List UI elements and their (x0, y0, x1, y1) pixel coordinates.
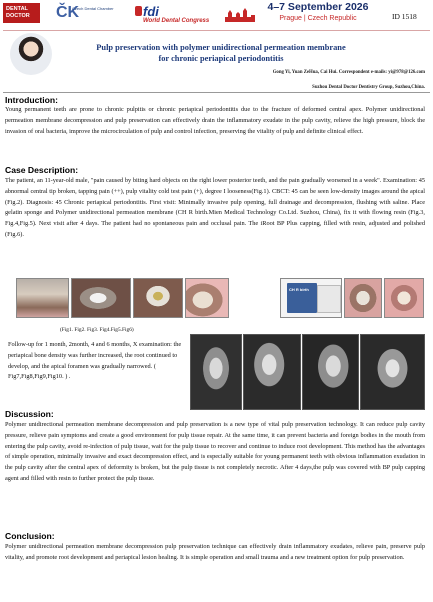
title-line-1: Pulp preservation with polymer unidirectional permeation membrane (96, 43, 346, 52)
clinical-photo-3 (133, 278, 183, 318)
fdi-logo-subtitle: World Dental Congress (143, 18, 210, 24)
header-divider (3, 30, 430, 31)
xray-fig-9 (302, 334, 359, 410)
xray-fig-10 (360, 334, 425, 410)
followup-text: Follow-up for 1 month, 2month, 4 and 6 months, X examination: the periapical bone density was further increased, the root continued to develop, and the apical foramen was gradually narrowed. ( Fig7,Fig8,Fig9,Fig10. ) . (8, 341, 182, 381)
dental-doctor-logo-text: DENTAL DOCTOR (6, 6, 30, 19)
clinical-photo-2 (71, 278, 131, 318)
event-location: Prague | Czech Republic (279, 15, 357, 22)
affiliation: Suzhou Dental Doctor Dentistry Group, Suzhou,China. (312, 85, 425, 90)
author-line: Gong Yi, Yuan ZeHua, Cai Hui. Correspondent e-mails: yi@978@126.com (272, 70, 425, 75)
poster-title (56, 42, 386, 64)
discussion-heading: Discussion: (5, 409, 54, 419)
clinical-photo-4 (185, 278, 229, 318)
xray-fig-7 (190, 334, 242, 410)
dental-doctor-logo (3, 3, 40, 23)
clinical-photo-1 (16, 278, 69, 318)
introduction-text: Young permanent teeth are prone to chronic pulpitis or chronic periapical periodontitis due to the fracture of deformed central apex. Polymer unidirectional permeation membrane decompression and pulp preservation can effectively drain the inflammatory exudate in the pulp cavity, relieve the high pressure, block the invasion of oral bacteria, improve the microcirculation of pulp and control infection, preserving the vitality of pulp and definite clinical effect. (5, 106, 425, 135)
event-date: 4–7 September 2026 (267, 1, 369, 13)
conclusion-heading: Conclusion: (5, 531, 55, 541)
conclusion-text: Polymer unidirectional permeation membrane decompression pulp preservation technique can effectively drain inflammatory exudates, relieve pain, preserve pulp vitality, and promote root development and periapical lesion healing. It is simple operation and small trauma and a new treatment option for pulp preservation. (5, 543, 425, 561)
case-description-heading: Case Description: (5, 165, 79, 175)
clinical-photo-5 (344, 278, 382, 318)
introduction-heading: Introduction: (5, 95, 58, 105)
product-box-label: CH R birth (289, 287, 309, 292)
title-divider (3, 92, 430, 93)
case-description-text: The patient, an 11-year-old male, "pain caused by biting hard objects on the right lower posterior teeth, and the pain gradually worsened in a week". Examination: 45 abnormal central tip broken, tapping pain (++), pulp vitality cold test pain (+), degree I looseness(Fig.1). CBCT: 45 can be seen low-density images around the apical (Fig.2). Diagnosis: 45 Chronic periapical periodontitis. First visit: Minimally invasive pulp opening, full drainage and decompression, flushing with saline. Place gelatin sponge and Polymer unidirectional permeation membrane (CH R birth.Mien Medical Technology Co.Ltd. Suzhou, China), fix it with flowing resin (Fig.3, Fig.4,Fig.5). Next visit after 4 days. The patient had no spontaneous pain and occlusal pain. The iRoot BP Plus capping, filled with resin, adjusted and polished (Fig.6). (5, 177, 425, 238)
xray-fig-8 (243, 334, 301, 410)
discussion-text: Polymer unidirectional permeation membrane decompression and pulp preservation is a new type of vital pulp preservation technology. It can reduce pulp cavity pressure, relieve pain symptoms and create a good environment for pulp tissue repair. At the same time, it can prevent bacteria and foreign bodies in the mouth from entering the pulp cavity, avoid re-infection of pulp tissue, wait for the pulp tissue to recover and continue to induce root development. This method has the advantages of simple operation, minimally invasive and exact decompression effect, and is especially suitable for young permanent teeth with obvious inflammation exudation in the pulp cavity after the central apex of deformity is broken, but the pulp tissue is not completely necrotic. After 4 days,the pulp was covered with BP pulp capping agent and filled with resin to further protect the pulp tissue. (5, 421, 425, 482)
czech-chamber-logo-text: Czech Dental Chamber (72, 6, 114, 11)
figure-caption-1-6: (Fig1. Fig2. Fig3. Fig4.Fig5.Fig6) (60, 327, 134, 333)
czech-chamber-logo (56, 4, 116, 24)
fdi-mark-icon (135, 6, 142, 16)
title-line-2: for chronic periapical periodontitis (158, 54, 284, 63)
author-photo (10, 33, 52, 75)
fdi-logo (135, 4, 225, 26)
ch-mark-icon: ČK (56, 4, 80, 21)
fdi-logo-text: fdi (143, 4, 159, 19)
prague-skyline-icon (225, 8, 255, 22)
poster-id: ID 1518 (392, 12, 417, 21)
clinical-photo-6 (384, 278, 424, 318)
product-box-photo (280, 278, 342, 318)
